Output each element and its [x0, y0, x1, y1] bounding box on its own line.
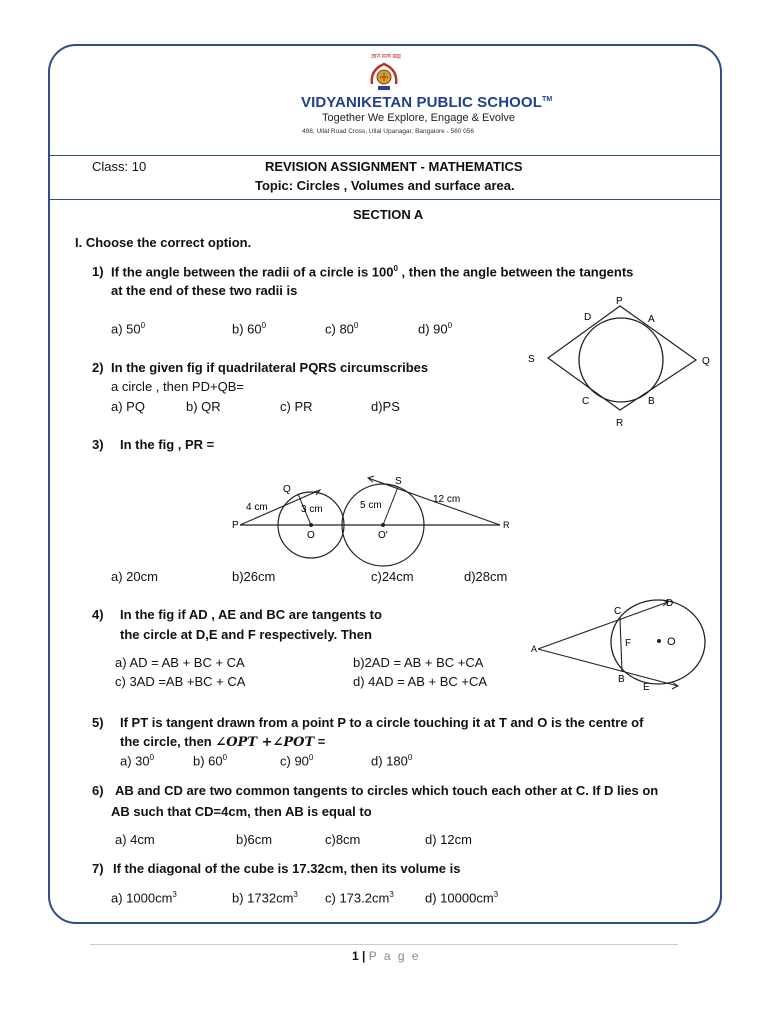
q4-text-line1: In the fig if AD , AE and BC are tangents to	[120, 607, 382, 622]
center-o2-dot	[381, 523, 385, 527]
fig1-label-q: Q	[702, 356, 710, 367]
fig3-label-e: E	[643, 682, 650, 693]
q7-number: 7)	[92, 861, 104, 876]
q3-option-a: a) 20cm	[111, 569, 158, 584]
q3-option-d: d)28cm	[464, 569, 508, 584]
q6-option-a: a) 4cm	[115, 832, 155, 847]
q4-option-d: d) 4AD = AB + BC +CA	[353, 674, 488, 689]
page-number: 1	[352, 949, 359, 963]
q6-number: 6)	[92, 783, 104, 798]
q5-option-a: a) $30^0$	[120, 753, 155, 769]
q1-option-a: a) $50^0$	[111, 321, 146, 337]
fig3-label-d: D	[666, 598, 674, 609]
footer-divider	[90, 944, 678, 945]
class-label: Class: 10	[92, 159, 147, 174]
q2-option-b: b) QR	[186, 399, 221, 414]
q6-option-c: c)8cm	[325, 832, 361, 847]
q4-option-a: a) AD = AB + BC + CA	[115, 655, 245, 670]
fig2-label-p: P	[232, 520, 239, 531]
q3-option-b: b)26cm	[232, 569, 276, 584]
page-separator: |	[362, 949, 366, 963]
fig2-label-r: R	[503, 520, 510, 530]
figure-quadrilateral	[518, 292, 718, 432]
q5-option-b: b) $60^0$	[193, 753, 228, 769]
q5-text-line2: the circle, then ∠OPT +∠POT =	[120, 734, 326, 750]
q6-option-b: b)6cm	[236, 832, 273, 847]
fig3-label-b: B	[618, 674, 625, 685]
fig3-label-f: F	[625, 638, 632, 649]
header-divider-top	[50, 155, 720, 156]
fig3-label-a: A	[531, 644, 538, 654]
fig2-label-4cm: 4 cm	[246, 502, 268, 513]
q1-option-b: b) $60^0$	[232, 321, 267, 337]
header-divider-bottom	[50, 199, 720, 200]
assignment-topic: Topic: Circles , Volumes and surface area.	[255, 178, 515, 193]
q1-option-d: d) $90^0$	[418, 321, 453, 337]
q5-option-c: c) $90^0$	[280, 753, 314, 769]
fig2-label-o: O	[307, 530, 315, 541]
q2-option-a: a) PQ	[111, 399, 145, 414]
fig3-label-c: C	[614, 606, 622, 617]
tangent-bc	[620, 618, 622, 672]
school-address: 498, Ullal Road Cross, Ullal Upanagar, Bangalore - 560 056	[302, 128, 474, 135]
quadrilateral-pqrs	[548, 306, 696, 410]
section-title: SECTION A	[353, 207, 424, 222]
fig3-label-o: O	[667, 636, 676, 648]
school-logo	[366, 58, 402, 94]
center-o-dot	[657, 639, 661, 643]
page-footer	[352, 949, 421, 963]
q5-option-d: d) $180^0$	[371, 753, 413, 769]
fig1-label-d: D	[584, 312, 592, 323]
q7-option-d: d) $10000cm^3$	[425, 890, 499, 906]
q3-option-c: c)24cm	[371, 569, 414, 584]
fig2-label-5cm: 5 cm	[360, 500, 382, 511]
q5-text-line1: If PT is tangent drawn from a point P to a circle touching it at T and O is the centre of	[120, 715, 644, 730]
tangent-ad	[538, 602, 668, 649]
q2-option-c: c) PR	[280, 399, 313, 414]
q2-number: 2)	[92, 360, 104, 375]
fig1-label-p: P	[616, 296, 623, 307]
q3-text-line1: In the fig , PR =	[120, 437, 215, 452]
q7-option-b: b) $1732cm^3$	[232, 890, 298, 906]
q2-text-line2: a circle , then PD+QB=	[111, 379, 244, 394]
q3-number: 3)	[92, 437, 104, 452]
q5-number: 5)	[92, 715, 104, 730]
center-o-dot	[309, 523, 313, 527]
q6-option-d: d) 12cm	[425, 832, 472, 847]
fig2-label-12cm: 12 cm	[433, 494, 461, 505]
q4-text-line2: the circle at D,E and F respectively. Then	[120, 627, 372, 642]
logo-emblem-icon	[366, 58, 402, 94]
q1-text-line2: at the end of these two radii is	[111, 283, 298, 298]
fig1-label-a: A	[648, 314, 655, 325]
q2-text-line1: In the given fig if quadrilateral PQRS circumscribes	[111, 360, 429, 375]
q6-text-line2: AB such that CD=4cm, then AB is equal to	[111, 804, 372, 819]
fig1-label-b: B	[648, 396, 655, 407]
figure-two-circles	[228, 470, 518, 570]
q1-number: 1)	[92, 264, 104, 279]
fig2-label-q: Q	[283, 484, 291, 495]
radius-large	[383, 487, 398, 525]
fig2-label-s: S	[395, 476, 402, 487]
q7-option-c: c) $173.2cm^3$	[325, 890, 394, 906]
inscribed-circle	[579, 318, 663, 402]
q1-option-c: c) $80^0$	[325, 321, 359, 337]
q1-text-line1: If the angle between the radii of a circle is $100^0$ , then the angle between the tangents	[111, 264, 634, 280]
page-word: P a g e	[368, 949, 421, 963]
q7-text-line1: If the diagonal of the cube is 17.32cm, then its volume is	[113, 861, 461, 876]
fig2-label-o-prime: O′	[378, 530, 388, 541]
q4-option-c: c) 3AD =AB +BC + CA	[115, 674, 246, 689]
school-tagline: Together We Explore, Engage & Evolve	[322, 112, 516, 124]
q4-option-b: b)2AD = AB + BC +CA	[353, 655, 484, 670]
q2-option-d: d)PS	[371, 399, 400, 414]
school-name: VIDYANIKETAN PUBLIC SCHOOL™	[301, 94, 553, 111]
q4-number: 4)	[92, 607, 104, 622]
fig1-label-c: C	[582, 396, 590, 407]
figure-tangents-from-a	[530, 594, 716, 694]
fig1-label-r: R	[616, 418, 624, 429]
fig2-label-3cm: 3 cm	[301, 504, 323, 515]
assignment-title: REVISION ASSIGNMENT - MATHEMATICS	[265, 159, 523, 174]
q6-text-line1: AB and CD are two common tangents to circles which touch each other at C. If D lies on	[115, 783, 659, 798]
q7-option-a: a) $1000cm^3$	[111, 890, 177, 906]
logo-text: ज्ञानं सत्यं ब्रह्म	[371, 54, 401, 60]
fig1-label-s: S	[528, 354, 535, 365]
tangent-ae	[538, 649, 678, 686]
instruction: I. Choose the correct option.	[75, 235, 252, 250]
